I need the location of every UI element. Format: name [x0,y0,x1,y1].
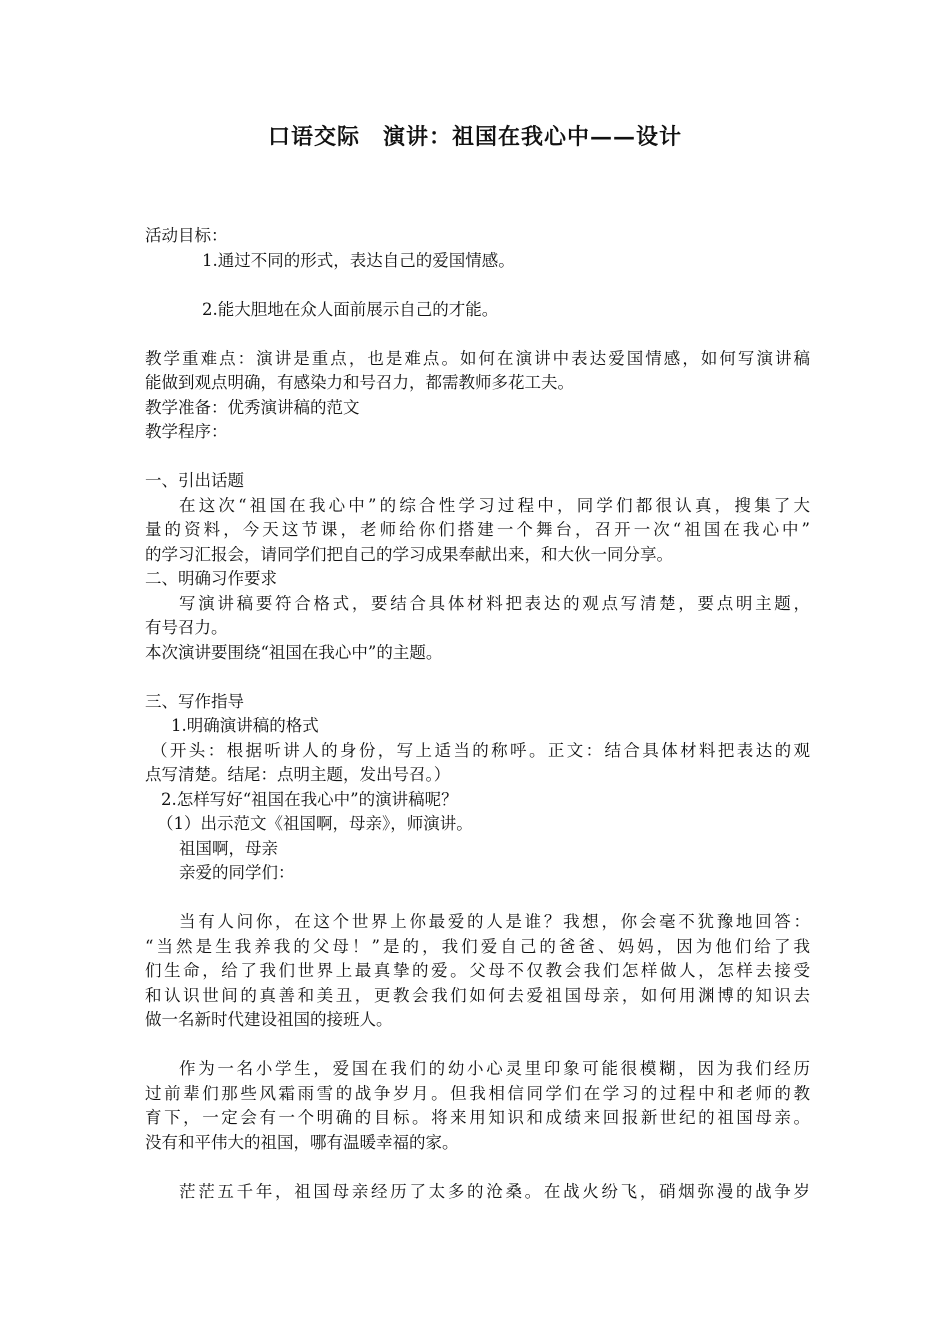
speech-paragraph-2-line: 育下，一定会有一个明确的目标。将来用知识和成绩来回报新世纪的祖国母亲。 [145,1108,810,1127]
speech-paragraph-2-line: 没有和平伟大的祖国，哪有温暖幸福的家。 [145,1132,459,1152]
section-2-line: 本次演讲要围绕“祖国在我心中”的主题。 [145,642,443,662]
section-3-sub-1: （1）出示范文《祖国啊，母亲》，师演讲。 [157,814,473,833]
section-2-line: 写演讲稿要符合格式，要结合具体材料把表达的观点写清楚，要点明主题， [179,593,810,613]
section-3-item-1-line: 点写清楚。结尾：点明主题，发出号召。） [145,765,451,784]
section-1-line: 的学习汇报会，请同学们把自己的学习成果奉献出来，和大伙一同分享。 [145,544,673,564]
section-1-heading: 一、引出话题 [145,471,244,490]
section-3-item-1-line: （开头：根据听讲人的身份，写上适当的称呼。正文：结合具体材料把表达的观 [151,740,810,760]
section-1-line: 在这次“祖国在我心中”的综合性学习过程中，同学们都很认真，搜集了大 [179,495,810,515]
activity-goal-1: 1.通过不同的形式，表达自己的爱国情感。 [202,250,515,270]
speech-paragraph-1-line: 和认识世间的真善和美丑，更教会我们如何去爱祖国母亲，如何用渊博的知识去 [145,985,810,1005]
speech-paragraph-1-line: “当然是生我养我的父母！”是的，我们爱自己的爸爸、妈妈，因为他们给了我 [145,936,810,956]
document-body [145,224,810,1204]
section-2-line: 有号召力。 [145,618,228,637]
teaching-preparation: 教学准备：优秀演讲稿的范文 [145,397,360,417]
speech-title: 祖国啊，母亲 [179,838,278,858]
section-2-heading: 二、明确习作要求 [145,569,277,588]
section-3-item-1: 1.明确演讲稿的格式 [171,716,319,735]
speech-paragraph-3-line: 茫茫五千年，祖国母亲经历了太多的沧桑。在战火纷飞，硝烟弥漫的战争岁 [179,1181,810,1201]
activity-goal-2: 2.能大胆地在众人面前展示自己的才能。 [202,299,499,319]
key-points-line-2: 能做到观点明确，有感染力和号召力，都需教师多花工夫。 [145,373,574,392]
section-3-heading: 三、写作指导 [145,691,244,711]
speech-paragraph-2-line: 作为一名小学生，爱国在我们的幼小心灵里印象可能很模糊，因为我们经历 [179,1059,810,1078]
document-title: 口语交际 演讲：祖国在我心中——设计 [267,124,682,150]
speech-paragraph-1-line: 当有人问你，在这个世界上你最爱的人是谁？我想，你会毫不犹豫地回答： [179,912,810,931]
section-1-line: 量的资料，今天这节课，老师给你们搭建一个舞台，召开一次“祖国在我心中” [145,520,810,539]
teaching-procedure: 教学程序： [145,422,228,441]
activity-goals-heading: 活动目标： [145,226,228,245]
speech-paragraph-1-line: 做一名新时代建设祖国的接班人。 [145,1010,393,1029]
speech-paragraph-2-line: 过前辈们那些风霜雨雪的战争岁月。但我相信同学们在学习的过程中和老师的教 [145,1083,810,1103]
speech-paragraph-1-line: 们生命，给了我们世界上最真挚的爱。父母不仅教会我们怎样做人，怎样去接受 [145,961,810,980]
section-3-item-2: 2.怎样写好“祖国在我心中”的演讲稿呢？ [161,789,458,809]
speech-salutation: 亲爱的同学们： [179,863,295,882]
key-points-line-1: 教学重难点：演讲是重点，也是难点。如何在演讲中表达爱国情感，如何写演讲稿 [145,348,810,368]
